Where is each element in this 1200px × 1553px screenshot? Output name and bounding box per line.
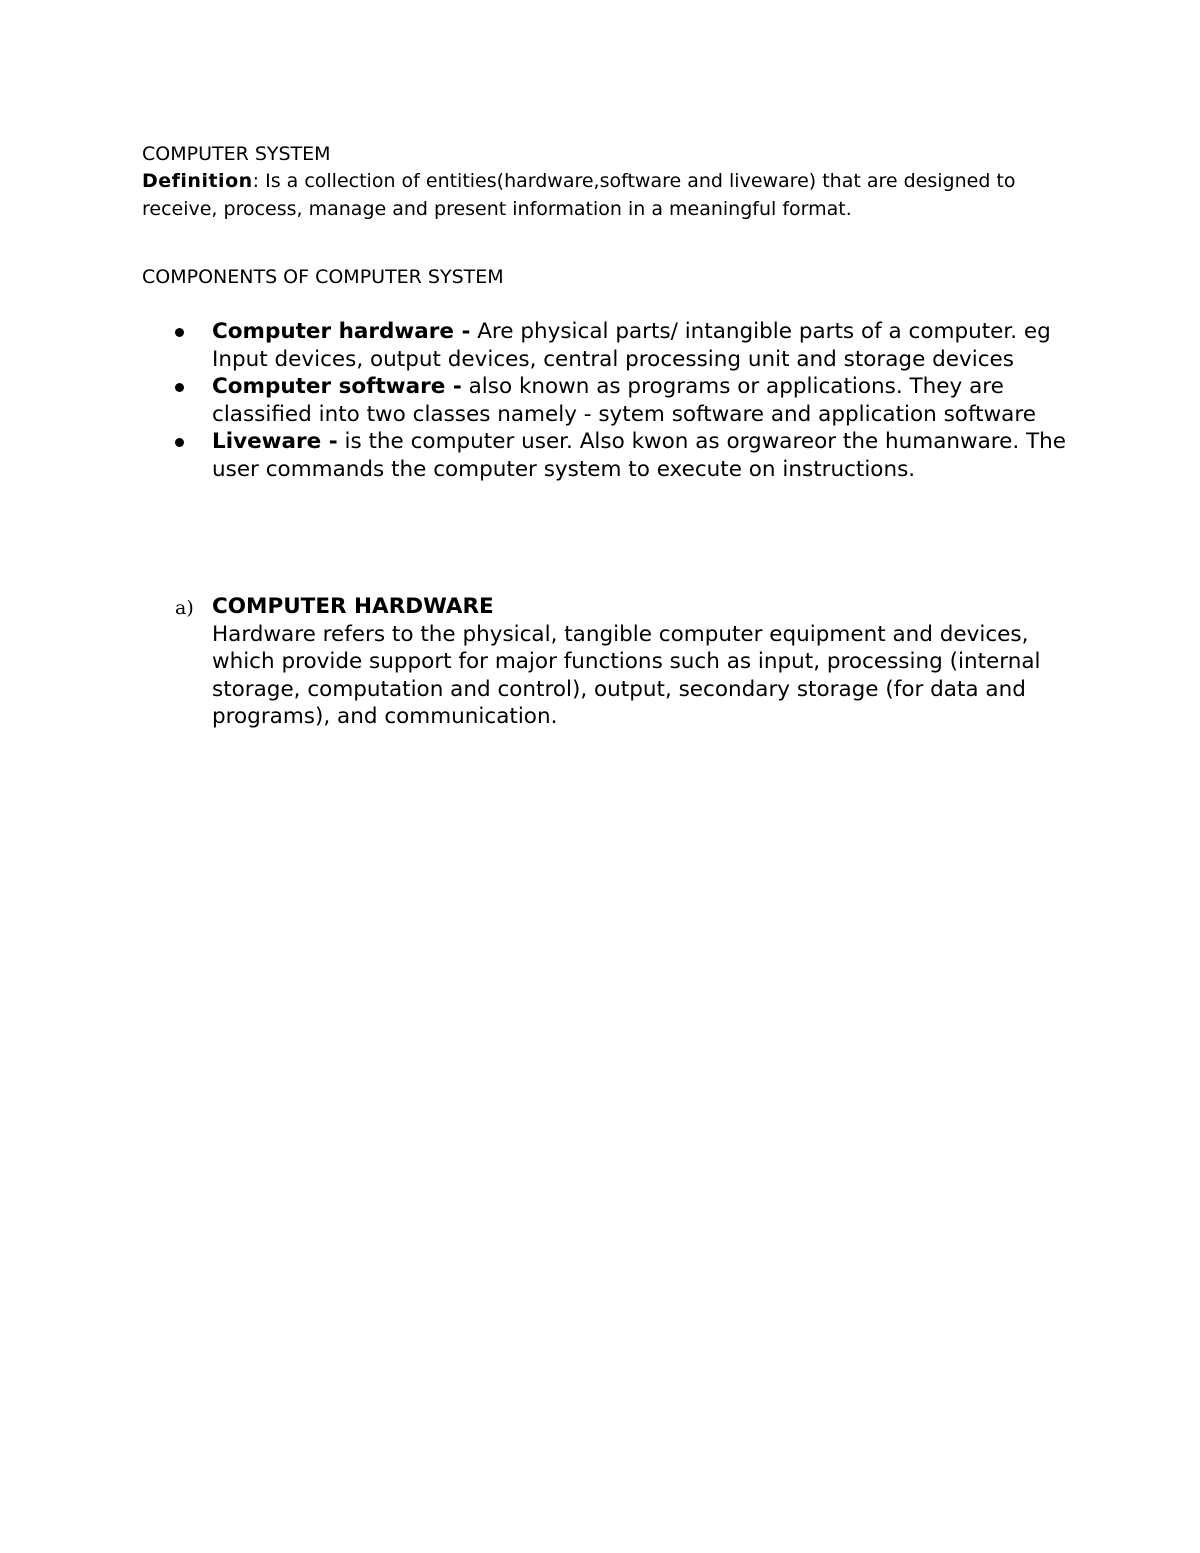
bullet-term: Liveware - xyxy=(212,429,338,454)
section-text: Hardware refers to the physical, tangible computer equipment and devices, which provide support for major functions such as input, processing (internal storage, computation and control), output, secondary storage (for data and programs), and communication. xyxy=(212,621,1041,729)
components-heading: COMPONENTS OF COMPUTER SYSTEM xyxy=(142,266,504,288)
bullet-text: also known as programs or applications. They are classified into two classes namely - sytem software and application software xyxy=(212,374,1036,427)
definition-label: Definition xyxy=(142,170,253,192)
list-item-liveware xyxy=(142,428,1072,483)
bullet-term: Computer software - xyxy=(212,374,462,399)
definition-text: : Is a collection of entities(hardware,software and liveware) that are designed to receive, process, manage and present information in a meaningful format. xyxy=(142,170,1016,220)
document-title: COMPUTER SYSTEM xyxy=(142,143,331,165)
section-marker: a) xyxy=(175,597,194,619)
bullet-term: Computer hardware - xyxy=(212,319,471,344)
bullet-icon xyxy=(175,383,184,392)
section-title: COMPUTER HARDWARE xyxy=(212,594,494,619)
bullet-icon xyxy=(175,438,184,447)
section-body xyxy=(142,593,1072,731)
list-item-software xyxy=(142,373,1072,428)
bullet-text: is the computer user. Also kwon as orgwareor the humanware. The user commands the computer system to execute on instructions. xyxy=(212,429,1067,482)
definition-paragraph xyxy=(142,167,1022,223)
section-hardware xyxy=(142,593,1072,731)
list-item-hardware xyxy=(142,318,1072,373)
bullet-icon xyxy=(175,328,184,337)
components-list xyxy=(142,318,1072,483)
bullet-text: Are physical parts/ intangible parts of a computer. eg Input devices, output devices, central processing unit and storage devices xyxy=(212,319,1051,372)
